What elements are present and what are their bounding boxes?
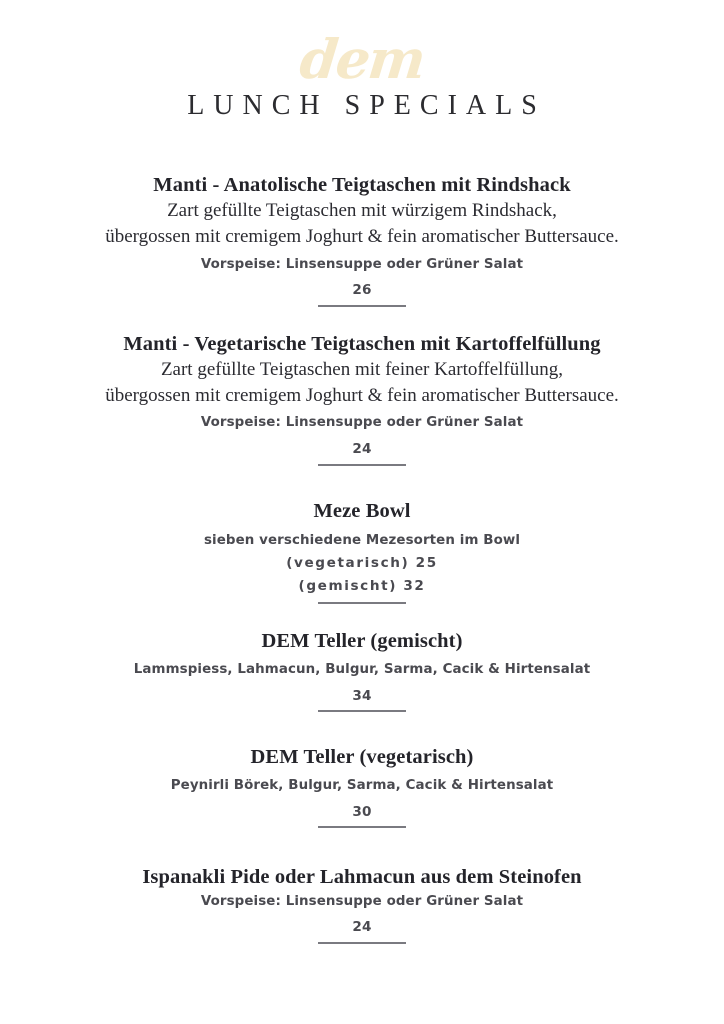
brand-logo: dem bbox=[297, 27, 428, 91]
menu-item-price: 24 bbox=[352, 441, 372, 458]
menu-item-starter-note: Vorspeise: Linsensuppe oder Grüner Salat bbox=[200, 893, 524, 909]
menu-item-title: Manti - Anatolische Teigtaschen mit Rindshack bbox=[153, 174, 571, 197]
menu-item-price: 34 bbox=[352, 687, 372, 704]
menu-item-ispanakli-pide bbox=[24, 864, 700, 943]
menu-item-title: Ispanakli Pide oder Lahmacun aus dem Steinofen bbox=[142, 866, 582, 889]
menu-list bbox=[0, 172, 724, 944]
menu-item-starter-note: Vorspeise: Linsensuppe oder Grüner Salat bbox=[200, 256, 524, 272]
menu-header bbox=[0, 0, 724, 122]
menu-item-dem-teller-vegetarisch bbox=[24, 744, 700, 828]
menu-item-description-note: Peynirli Börek, Bulgur, Sarma, Cacik & Hirtensalat bbox=[170, 778, 554, 794]
menu-item-title: DEM Teller (vegetarisch) bbox=[250, 745, 474, 768]
price-divider bbox=[318, 305, 406, 307]
menu-item-dem-teller-gemischt bbox=[24, 628, 700, 712]
menu-item-price-option-gemischt: (gemischt) 32 bbox=[298, 578, 426, 595]
menu-item-price-option-vegetarisch: (vegetarisch) 25 bbox=[286, 554, 438, 571]
menu-item-price: 26 bbox=[352, 282, 372, 299]
menu-item-title: Manti - Vegetarische Teigtaschen mit Kartoffelfüllung bbox=[123, 332, 601, 355]
price-divider bbox=[318, 710, 406, 712]
menu-item-description-note: sieben verschiedene Mezesorten im Bowl bbox=[203, 532, 521, 548]
menu-item-title: DEM Teller (gemischt) bbox=[261, 629, 463, 652]
price-divider bbox=[318, 602, 406, 604]
menu-item-manti-kartoffel bbox=[24, 331, 700, 466]
menu-item-starter-note: Vorspeise: Linsensuppe oder Grüner Salat bbox=[200, 415, 524, 431]
menu-item-meze-bowl bbox=[24, 498, 700, 604]
page-title: LUNCH SPECIALS bbox=[187, 90, 546, 122]
menu-item-description-line: Zart gefüllte Teigtaschen mit würzigem Rindshack, bbox=[167, 200, 557, 222]
menu-item-description-line: Zart gefüllte Teigtaschen mit feiner Kartoffelfüllung, bbox=[160, 359, 564, 381]
menu-item-description-line: übergossen mit cremigem Joghurt & fein aromatischer Buttersauce. bbox=[105, 384, 619, 406]
menu-item-manti-rindshack bbox=[24, 172, 700, 307]
menu-item-price: 30 bbox=[352, 803, 372, 820]
menu-item-description-note: Lammspiess, Lahmacun, Bulgur, Sarma, Cacik & Hirtensalat bbox=[133, 661, 591, 677]
menu-item-price: 24 bbox=[352, 919, 372, 936]
price-divider bbox=[318, 826, 406, 828]
menu-item-title: Meze Bowl bbox=[313, 499, 411, 522]
price-divider bbox=[318, 942, 406, 944]
price-divider bbox=[318, 464, 406, 466]
menu-item-description-line: übergossen mit cremigem Joghurt & fein aromatischer Buttersauce. bbox=[105, 226, 619, 248]
